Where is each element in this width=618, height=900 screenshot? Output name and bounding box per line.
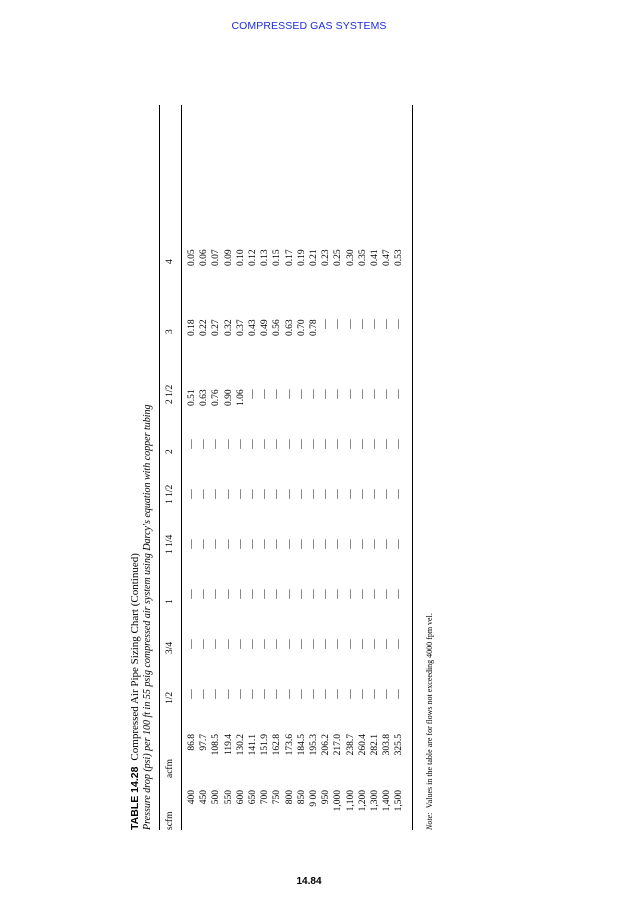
table-cell: 0.25 [333, 249, 344, 266]
table-cell: 450 [199, 790, 210, 805]
table-cell: 1,300 [370, 790, 380, 812]
table-cell: — [345, 589, 356, 599]
table-note [425, 613, 434, 830]
page-number: 14.84 [296, 876, 322, 887]
table-cell: — [235, 539, 246, 549]
table-cell: — [223, 489, 234, 499]
table-cell: — [333, 319, 344, 329]
table-cell: 217.0 [333, 734, 344, 756]
table-cell: 0.13 [260, 249, 271, 266]
table-cell: 0.63 [199, 389, 210, 406]
table-cell: — [357, 639, 368, 649]
table-cell: — [248, 539, 258, 549]
table-cell: — [223, 539, 234, 549]
table-cell: 0.53 [394, 249, 405, 266]
table-cell: — [260, 639, 271, 649]
column-header: scfm [165, 811, 175, 830]
table-cell: — [272, 639, 283, 649]
table-cell: — [394, 689, 405, 699]
table-cell: — [248, 439, 258, 449]
table-cell: — [223, 439, 234, 449]
table-cell: — [296, 639, 307, 649]
table-cell: — [260, 589, 271, 599]
table-cell: — [309, 639, 319, 649]
table-cell: — [223, 639, 234, 649]
table-cell: 0.19 [296, 249, 307, 266]
table-cell: — [321, 439, 332, 449]
table-cell: — [187, 639, 197, 649]
table-cell: 0.41 [370, 249, 380, 266]
table-cell: — [382, 539, 393, 549]
table-cell: 0.09 [223, 249, 234, 266]
table-cell: — [321, 319, 332, 329]
table-cell: 1,000 [333, 790, 344, 812]
table-cell: — [187, 689, 197, 699]
table-cell: 0.10 [235, 249, 246, 266]
table-cell: — [211, 589, 222, 599]
table-cell: — [284, 689, 295, 699]
table-cell: — [284, 489, 295, 499]
table-cell: 0.23 [321, 249, 332, 266]
column-header: 2 1/2 [165, 384, 175, 404]
table-cell: — [357, 489, 368, 499]
table-cell: — [321, 489, 332, 499]
table-cell: 500 [211, 790, 222, 805]
table-cell: — [333, 489, 344, 499]
table-cell: — [357, 689, 368, 699]
table-cell: — [321, 689, 332, 699]
table-cell: — [296, 439, 307, 449]
table-cell: 0.32 [223, 319, 234, 336]
table-cell: 130.2 [235, 734, 246, 756]
table-cell: — [382, 639, 393, 649]
column-header: 2 [165, 449, 175, 454]
table-cell: — [394, 389, 405, 399]
table-cell: — [333, 389, 344, 399]
table-subtitle: Pressure drop (psi) per 100 ft in 55 psig compressed air system using Darcy's equation with copper tubing [142, 404, 153, 830]
table-cell: 600 [235, 790, 246, 805]
table-cell: — [199, 689, 210, 699]
table-cell: — [211, 689, 222, 699]
table-cell: — [357, 539, 368, 549]
table-cell: — [284, 539, 295, 549]
table-cell: — [394, 489, 405, 499]
table-cell: — [357, 389, 368, 399]
table-cell: — [199, 639, 210, 649]
table-cell: — [345, 389, 356, 399]
table-cell: — [187, 489, 197, 499]
table-cell: — [345, 439, 356, 449]
column-header: 3/4 [165, 641, 175, 654]
table-cell: — [296, 389, 307, 399]
table-cell: — [357, 589, 368, 599]
table-cell: — [272, 439, 283, 449]
table-title [129, 553, 141, 830]
table-cell: — [272, 539, 283, 549]
column-header: 4 [165, 259, 175, 264]
table-cell: — [394, 439, 405, 449]
table-cell: 0.49 [260, 319, 271, 336]
table-cell: — [394, 589, 405, 599]
table-cell: — [309, 489, 319, 499]
table-cell: — [382, 589, 393, 599]
table-cell: — [284, 589, 295, 599]
table-cell: 0.56 [272, 319, 283, 336]
table-cell: 206.2 [321, 734, 332, 756]
table-cell: — [272, 489, 283, 499]
rotated-table [129, 90, 489, 830]
table-number: TABLE 14.28 [129, 766, 141, 830]
table-cell: 0.63 [284, 319, 295, 336]
table-cell: 400 [187, 790, 197, 805]
table-cell: — [199, 589, 210, 599]
table-cell: 0.78 [309, 319, 319, 336]
table-cell: 141.1 [248, 734, 258, 756]
table-cell: — [382, 489, 393, 499]
table-cell: 0.27 [211, 319, 222, 336]
table-cell: 0.05 [187, 249, 197, 266]
table-cell: 303.8 [382, 734, 393, 756]
table-cell: 0.76 [211, 389, 222, 406]
table-cell: — [187, 539, 197, 549]
table-cell: 0.37 [235, 319, 246, 336]
table-cell: — [357, 439, 368, 449]
table-cell: 0.06 [199, 249, 210, 266]
table-cell: — [296, 539, 307, 549]
table-header-rule [181, 105, 182, 830]
table-cell: 0.12 [248, 249, 258, 266]
table-cell: 0.22 [199, 319, 210, 336]
note-label: Note: [425, 812, 434, 830]
table-title-text: Compressed Air Pipe Sizing Chart (Continued) [129, 553, 141, 761]
table-cell: — [370, 319, 380, 329]
column-header: 1 [165, 599, 175, 604]
table-cell: 195.3 [309, 734, 319, 756]
column-header: 1/2 [165, 691, 175, 704]
table-cell: — [370, 539, 380, 549]
table-cell: — [321, 539, 332, 549]
table-cell: — [370, 639, 380, 649]
table-cell: — [345, 319, 356, 329]
table-cell: 173.6 [284, 734, 295, 756]
table-cell: 184.5 [296, 734, 307, 756]
table-cell: — [260, 689, 271, 699]
note-text: Values in the table are for flows not exceeding 4000 fpm vel. [425, 613, 434, 809]
table-cell: — [272, 389, 283, 399]
column-header: 1 1/2 [165, 484, 175, 504]
table-cell: 325.5 [394, 734, 405, 756]
table-cell: 750 [272, 790, 283, 805]
table-cell: 0.47 [382, 249, 393, 266]
table-cell: — [235, 689, 246, 699]
table-cell: — [260, 439, 271, 449]
table-cell: — [370, 689, 380, 699]
table-cell: 0.15 [272, 249, 283, 266]
table-cell: — [333, 639, 344, 649]
table-cell: 1.06 [235, 389, 246, 406]
table-cell: 950 [321, 790, 332, 805]
table-cell: — [394, 539, 405, 549]
table-cell: — [199, 489, 210, 499]
table-cell: — [260, 389, 271, 399]
table-cell: — [370, 589, 380, 599]
table-cell: — [321, 639, 332, 649]
table-cell: — [309, 689, 319, 699]
table-cell: — [333, 539, 344, 549]
table-cell: 0.70 [296, 319, 307, 336]
table-cell: 9 00 [309, 790, 319, 807]
table-cell: — [394, 319, 405, 329]
table-cell: — [296, 589, 307, 599]
table-cell: 0.17 [284, 249, 295, 266]
table-cell: — [370, 389, 380, 399]
table-cell: — [333, 589, 344, 599]
table-top-rule [159, 105, 160, 830]
table-cell: — [382, 389, 393, 399]
table-cell: — [235, 639, 246, 649]
table-cell: — [211, 639, 222, 649]
table-cell: 86.8 [187, 734, 197, 751]
table-cell: — [223, 589, 234, 599]
table-cell: — [284, 439, 295, 449]
table-cell: 151.9 [260, 734, 271, 756]
table-cell: — [248, 639, 258, 649]
table-cell: 0.07 [211, 249, 222, 266]
table-cell: — [248, 489, 258, 499]
table-cell: — [211, 489, 222, 499]
table-cell: 0.18 [187, 319, 197, 336]
table-cell: 0.35 [357, 249, 368, 266]
table-cell: 0.21 [309, 249, 319, 266]
table-cell: 800 [284, 790, 295, 805]
table-cell: 0.51 [187, 389, 197, 406]
table-cell: 282.1 [370, 734, 380, 756]
table-cell: — [199, 439, 210, 449]
table-cell: 1,200 [357, 790, 368, 812]
running-header: COMPRESSED GAS SYSTEMS [231, 20, 387, 32]
table-cell: 162.8 [272, 734, 283, 756]
table-cell: — [345, 639, 356, 649]
table-cell: — [370, 489, 380, 499]
table-cell: 1,100 [345, 790, 356, 812]
table-cell: 700 [260, 790, 271, 805]
table-cell: 650 [248, 790, 258, 805]
table-cell: 0.30 [345, 249, 356, 266]
table-cell: — [357, 319, 368, 329]
table-cell: — [272, 689, 283, 699]
table-cell: — [370, 439, 380, 449]
table-cell: 108.5 [211, 734, 222, 756]
column-header: 3 [165, 329, 175, 334]
table-cell: — [333, 439, 344, 449]
table-cell: — [187, 439, 197, 449]
table-bottom-rule [412, 105, 413, 830]
table-cell: — [296, 489, 307, 499]
table-cell: — [199, 539, 210, 549]
table-cell: — [309, 439, 319, 449]
table-cell: 0.43 [248, 319, 258, 336]
table-cell: 1,400 [382, 790, 393, 812]
column-header: acfm [165, 759, 175, 778]
table-cell: — [345, 489, 356, 499]
column-header: 1 1/4 [165, 534, 175, 554]
table-cell: — [187, 589, 197, 599]
table-cell: — [382, 689, 393, 699]
table-cell: — [394, 639, 405, 649]
table-cell: — [235, 589, 246, 599]
table-cell: — [248, 689, 258, 699]
table-cell: — [345, 689, 356, 699]
table-cell: — [260, 539, 271, 549]
table-cell: — [309, 589, 319, 599]
table-cell: — [211, 439, 222, 449]
table-cell: — [211, 539, 222, 549]
table-cell: 260.4 [357, 734, 368, 756]
table-cell: — [296, 689, 307, 699]
table-cell: 850 [296, 790, 307, 805]
table-cell: 238.7 [345, 734, 356, 756]
table-cell: — [260, 489, 271, 499]
table-cell: — [248, 389, 258, 399]
table-cell: — [309, 389, 319, 399]
table-cell: 119.4 [223, 734, 234, 756]
table-cell: — [284, 639, 295, 649]
table-cell: — [272, 589, 283, 599]
table-cell: — [235, 489, 246, 499]
table-cell: — [248, 589, 258, 599]
table-cell: — [382, 319, 393, 329]
table-cell: — [382, 439, 393, 449]
table-cell: — [223, 689, 234, 699]
table-cell: 1,500 [394, 790, 405, 812]
table-cell: 550 [223, 790, 234, 805]
table-cell: — [345, 539, 356, 549]
table-cell: 0.90 [223, 389, 234, 406]
table-cell: — [284, 389, 295, 399]
table-cell: — [321, 589, 332, 599]
table-cell: — [309, 539, 319, 549]
table-cell: — [321, 389, 332, 399]
table-cell: — [235, 439, 246, 449]
table-cell: — [333, 689, 344, 699]
table-cell: 97.7 [199, 734, 210, 751]
